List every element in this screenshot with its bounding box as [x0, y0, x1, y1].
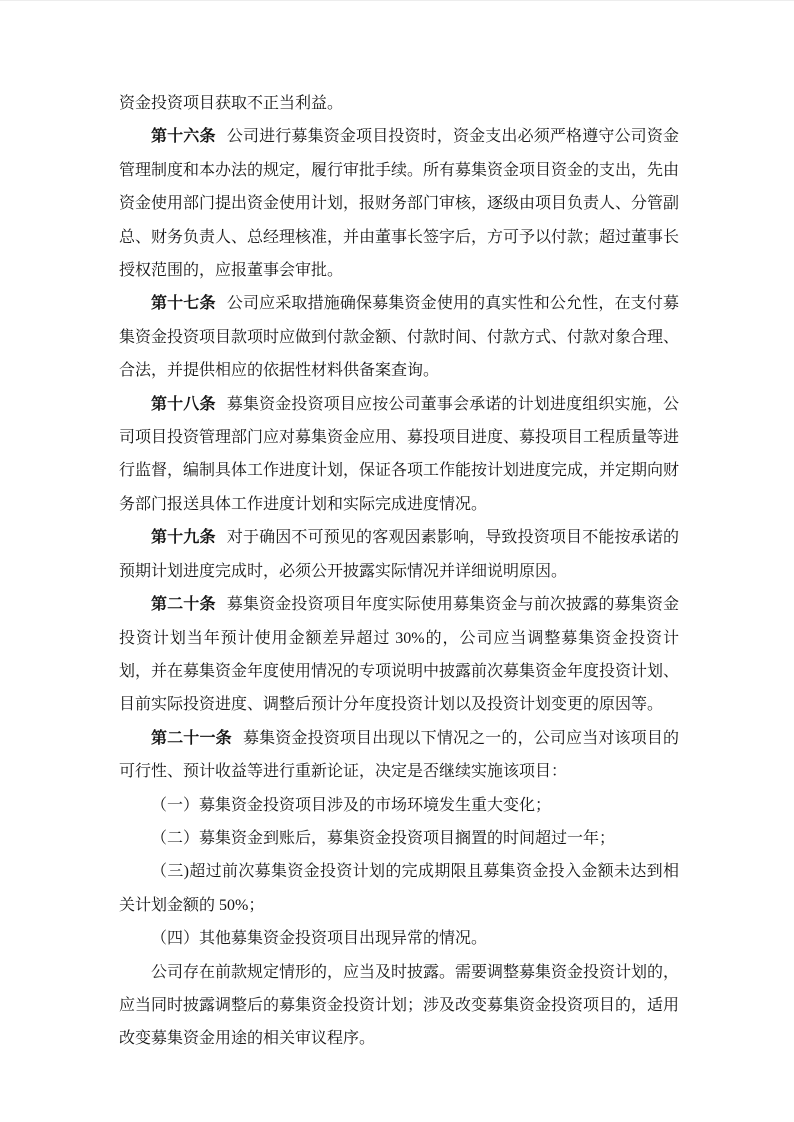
paragraph-continuation: 资金投资项目获取不正当利益。 — [119, 95, 344, 112]
article-16-number: 第十六条 — [151, 128, 216, 146]
list-item-4: （四）其他募集资金投资项目出现异常的情况。 — [151, 930, 488, 948]
paragraph-closing: 公司存在前款规定情形的，应当及时披露。需要调整募集资金投资计划的，应当同时披露调整后的募集资金投资计划；涉及改变募集资金投资项目的，适用改变募集资金用途的相关审议程序。 — [119, 963, 680, 1048]
article-20-number: 第二十条 — [151, 596, 216, 614]
article-17-number: 第十七条 — [151, 295, 216, 313]
article-19-number: 第十九条 — [151, 529, 216, 547]
article-18-text: 募集资金投资项目应按公司董事会承诺的计划进度组织实施，公司项目投资管理部门应对募集资金应用、募投项目进度、募投项目工程质量等进行监督，编制具体工作进度计划，保证各项工作能按计划进度完成，并定期向财务部门报送具体工作进度计划和实际完成进度情况。 — [119, 395, 680, 513]
paragraph-article-21 — [119, 722, 679, 789]
article-17-text: 公司应采取措施确保募集资金使用的真实性和公允性，在支付募集资金投资项目款项时应做到付款金额、付款时间、付款方式、付款对象合理、合法，并提供相应的依据性材料供备案查询。 — [119, 295, 680, 380]
article-18-number: 第十八条 — [151, 395, 216, 413]
list-item-3: （三)超过前次募集资金投资计划的完成期限且募集资金投入金额未达到相关计划金额的 50%； — [119, 863, 679, 914]
paragraph-article-20 — [119, 588, 679, 722]
paragraph-article-19 — [119, 521, 679, 588]
article-19-text: 对于确因不可预见的客观因素影响，导致投资项目不能按承诺的预期计划进度完成时，必须公开披露实际情况并详细说明原因。 — [119, 529, 679, 580]
article-21-number: 第二十一条 — [151, 729, 232, 747]
list-item-1: （一）募集资金投资项目涉及的市场环境发生重大变化； — [151, 796, 552, 814]
article-16-text: 公司进行募集资金项目投资时，资金支出必须严格遵守公司资金管理制度和本办法的规定，履行审批手续。所有募集资金项目资金的支出，先由资金使用部门提出资金使用计划，报财务部门审核，逐级由项目负责人、分管副总、财务负责人、总经理核准，并由董事长签字后，方可予以付款；超过董事长授权范围的，应报董事会审批。 — [119, 128, 680, 280]
article-21-text: 募集资金投资项目出现以下情况之一的，公司应当对该项目的可行性、预计收益等进行重新论证，决定是否继续实施该项目： — [119, 729, 679, 781]
paragraph-article-16 — [119, 120, 679, 287]
paragraph-article-18 — [119, 388, 679, 522]
paragraph-article-17 — [119, 287, 679, 387]
article-20-text: 募集资金投资项目年度实际使用募集资金与前次披露的募集资金投资计划当年预计使用金额差异超过 30%的，公司应当调整募集资金投资计划，并在募集资金年度使用情况的专项说明中披露前次募集资金年度投资计划、目前实际投资进度、调整后预计分年度投资计划以及投资计划变更的原因等。 — [119, 596, 680, 714]
list-item-2: （二）募集资金到账后，募集资金投资项目搁置的时间超过一年； — [151, 829, 616, 847]
